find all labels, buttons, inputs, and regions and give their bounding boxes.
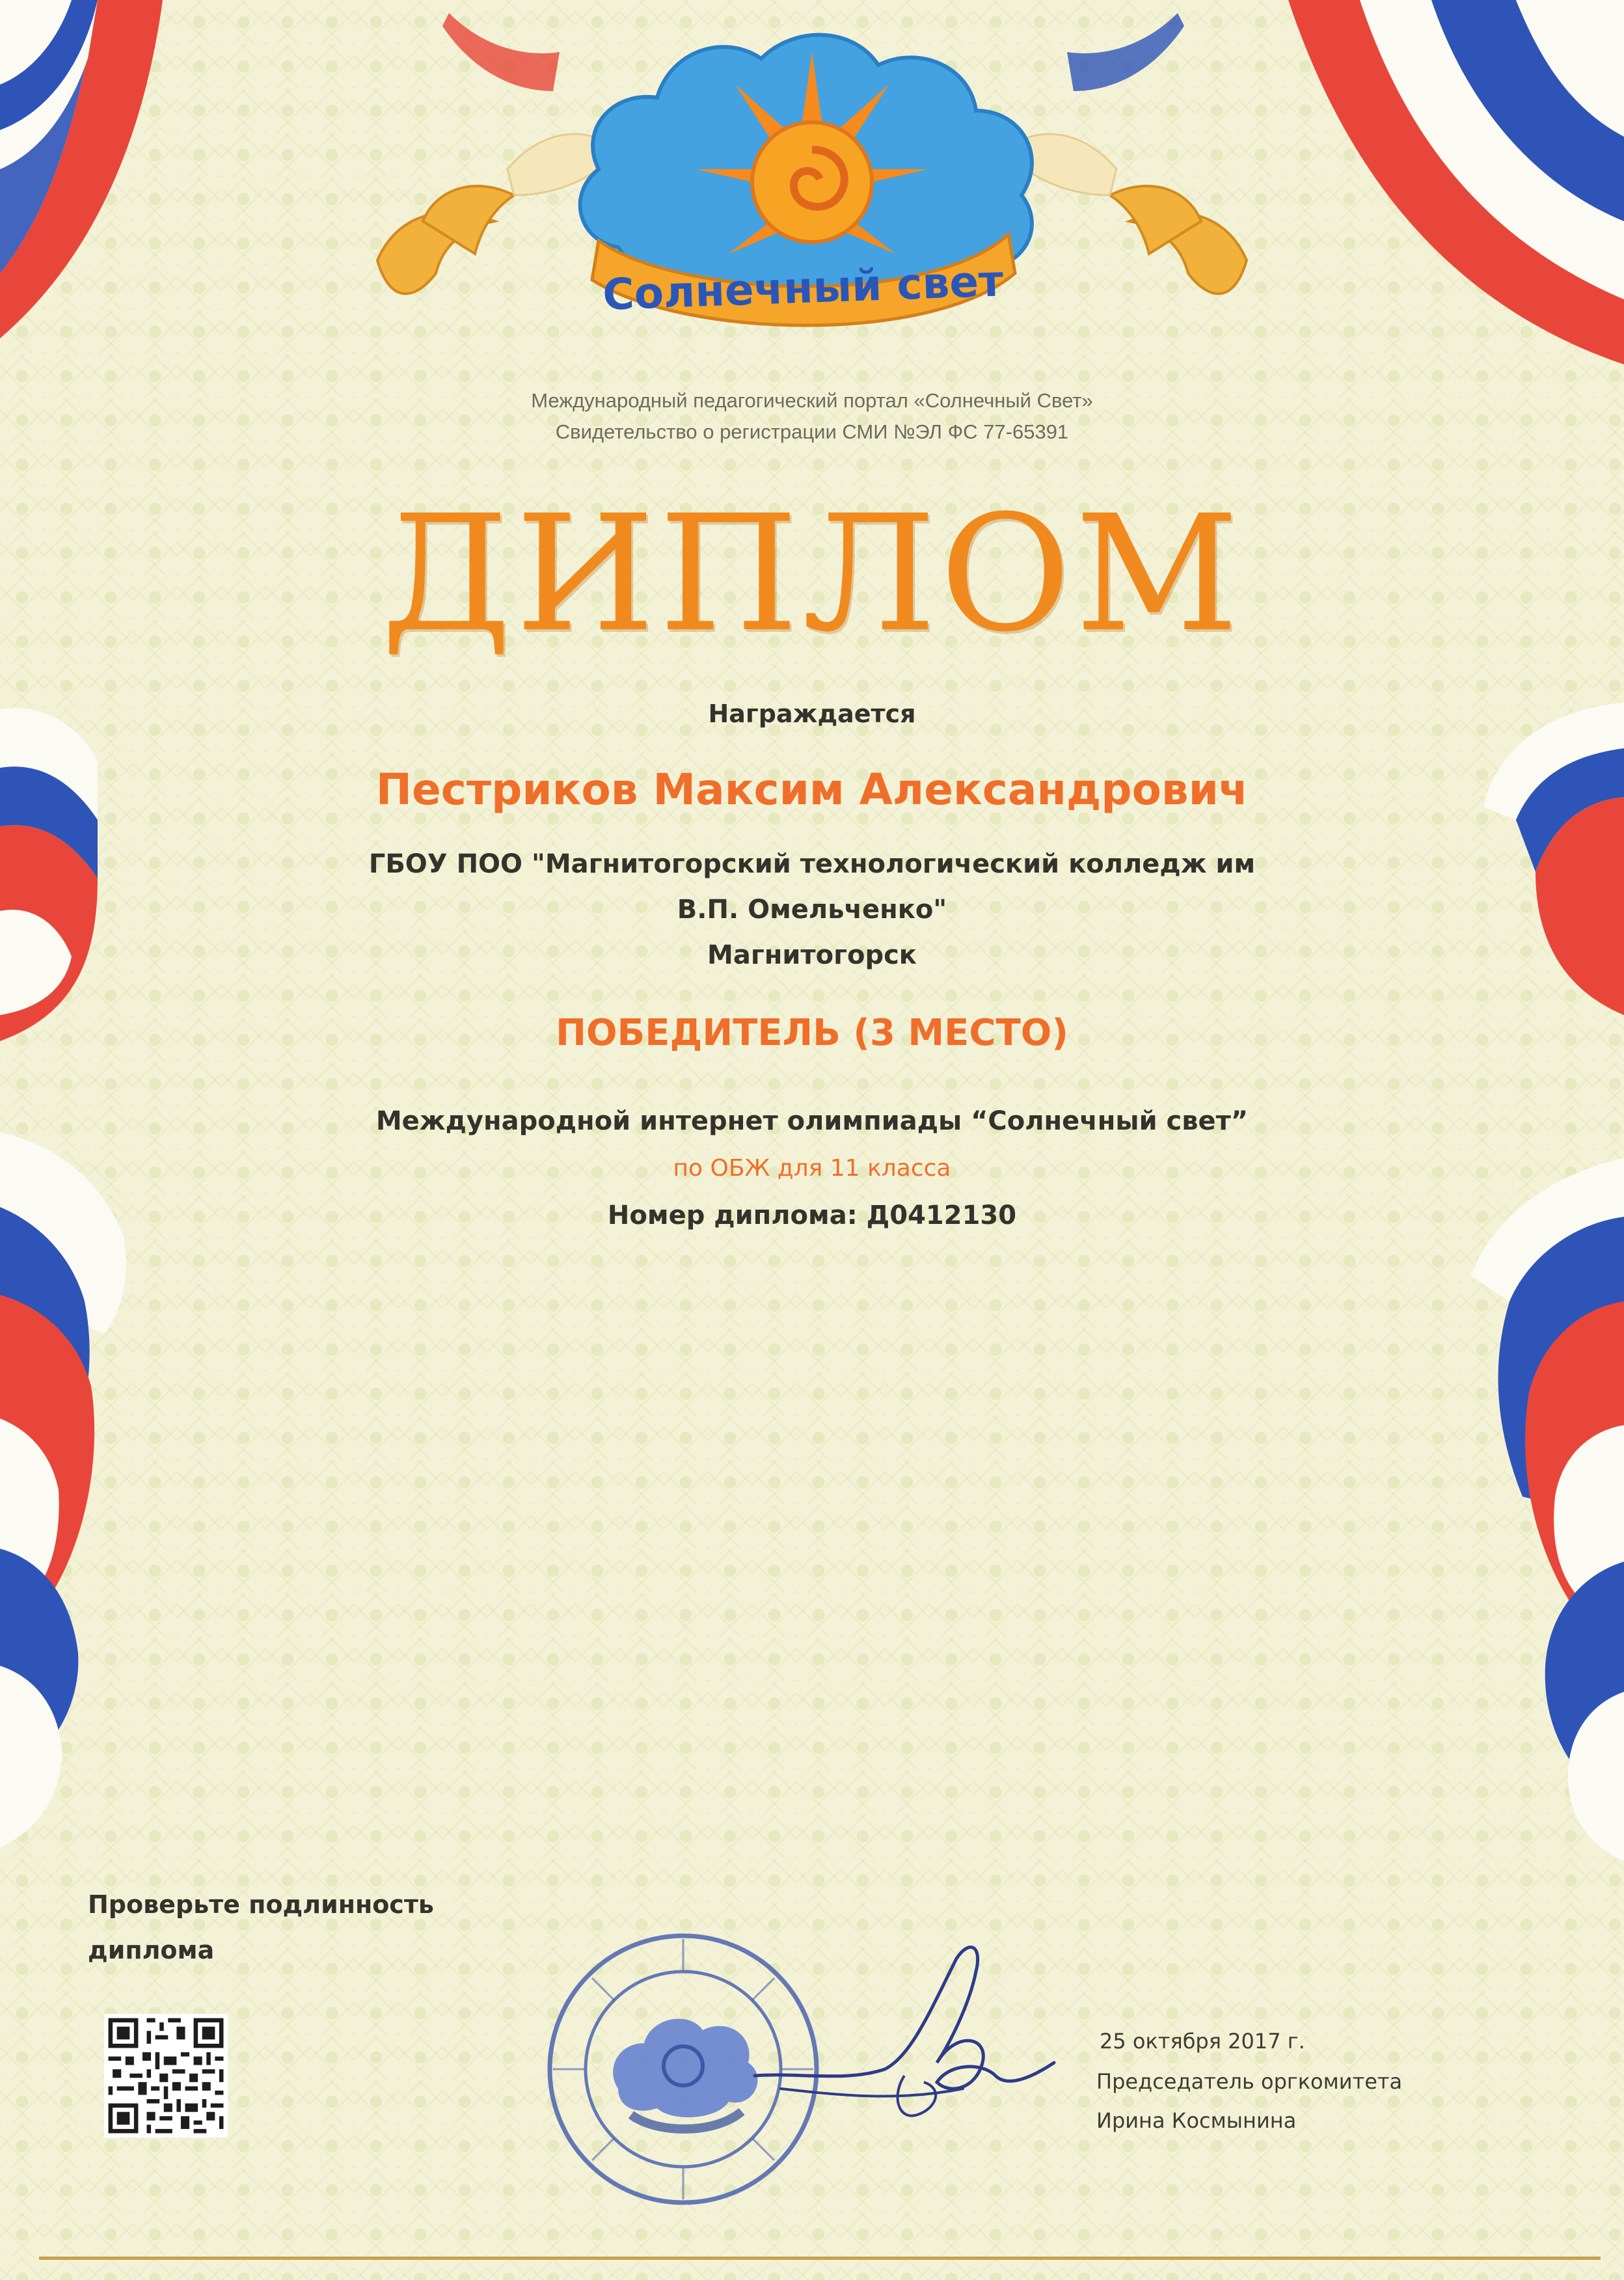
event-name: Международной интернет олимпиады “Солнечный свет” [375,1106,1249,1136]
institution-line-2: В.П. Омельченко" [677,895,947,925]
sun-cloud-logo-icon [345,0,1279,377]
sun-cloud-logo [345,0,1279,377]
signatory-name: Ирина Космынина [1096,2108,1297,2133]
award-intro: Награждается [708,699,916,728]
portal-name: Международный педагогический портал «Солнечный Свет» [531,389,1093,412]
page-title: ДИПЛОМ [381,482,1243,668]
subject: по ОБЖ для 11 класса [673,1155,951,1182]
handwritten-signature-icon [742,1933,1080,2147]
verify-label-line-1: Проверьте подлинность [88,1890,434,1919]
diploma-number: Номер диплома: Д0412130 [607,1201,1017,1230]
issue-date: 25 октября 2017 г. [1100,2029,1305,2054]
bottom-border-line [39,2257,1601,2260]
qr-code-icon[interactable] [104,2014,228,2138]
place-result: ПОБЕДИТЕЛЬ (3 МЕСТО) [556,1012,1068,1054]
institution-line-1: ГБОУ ПОО "Магнитогорский технологический колледж им [368,849,1256,879]
registration-number: Свидетельство о регистрации СМИ №ЭЛ ФС 77-65391 [555,420,1069,443]
svg-text:Солнечный свет: Солнечный свет [601,256,1005,320]
signatory-role: Председатель оргкомитета [1096,2069,1403,2094]
verify-label-line-2: диплома [88,1936,215,1964]
recipient-name: Пестриков Максим Александрович [375,765,1249,815]
city: Магнитогорск [707,940,917,970]
